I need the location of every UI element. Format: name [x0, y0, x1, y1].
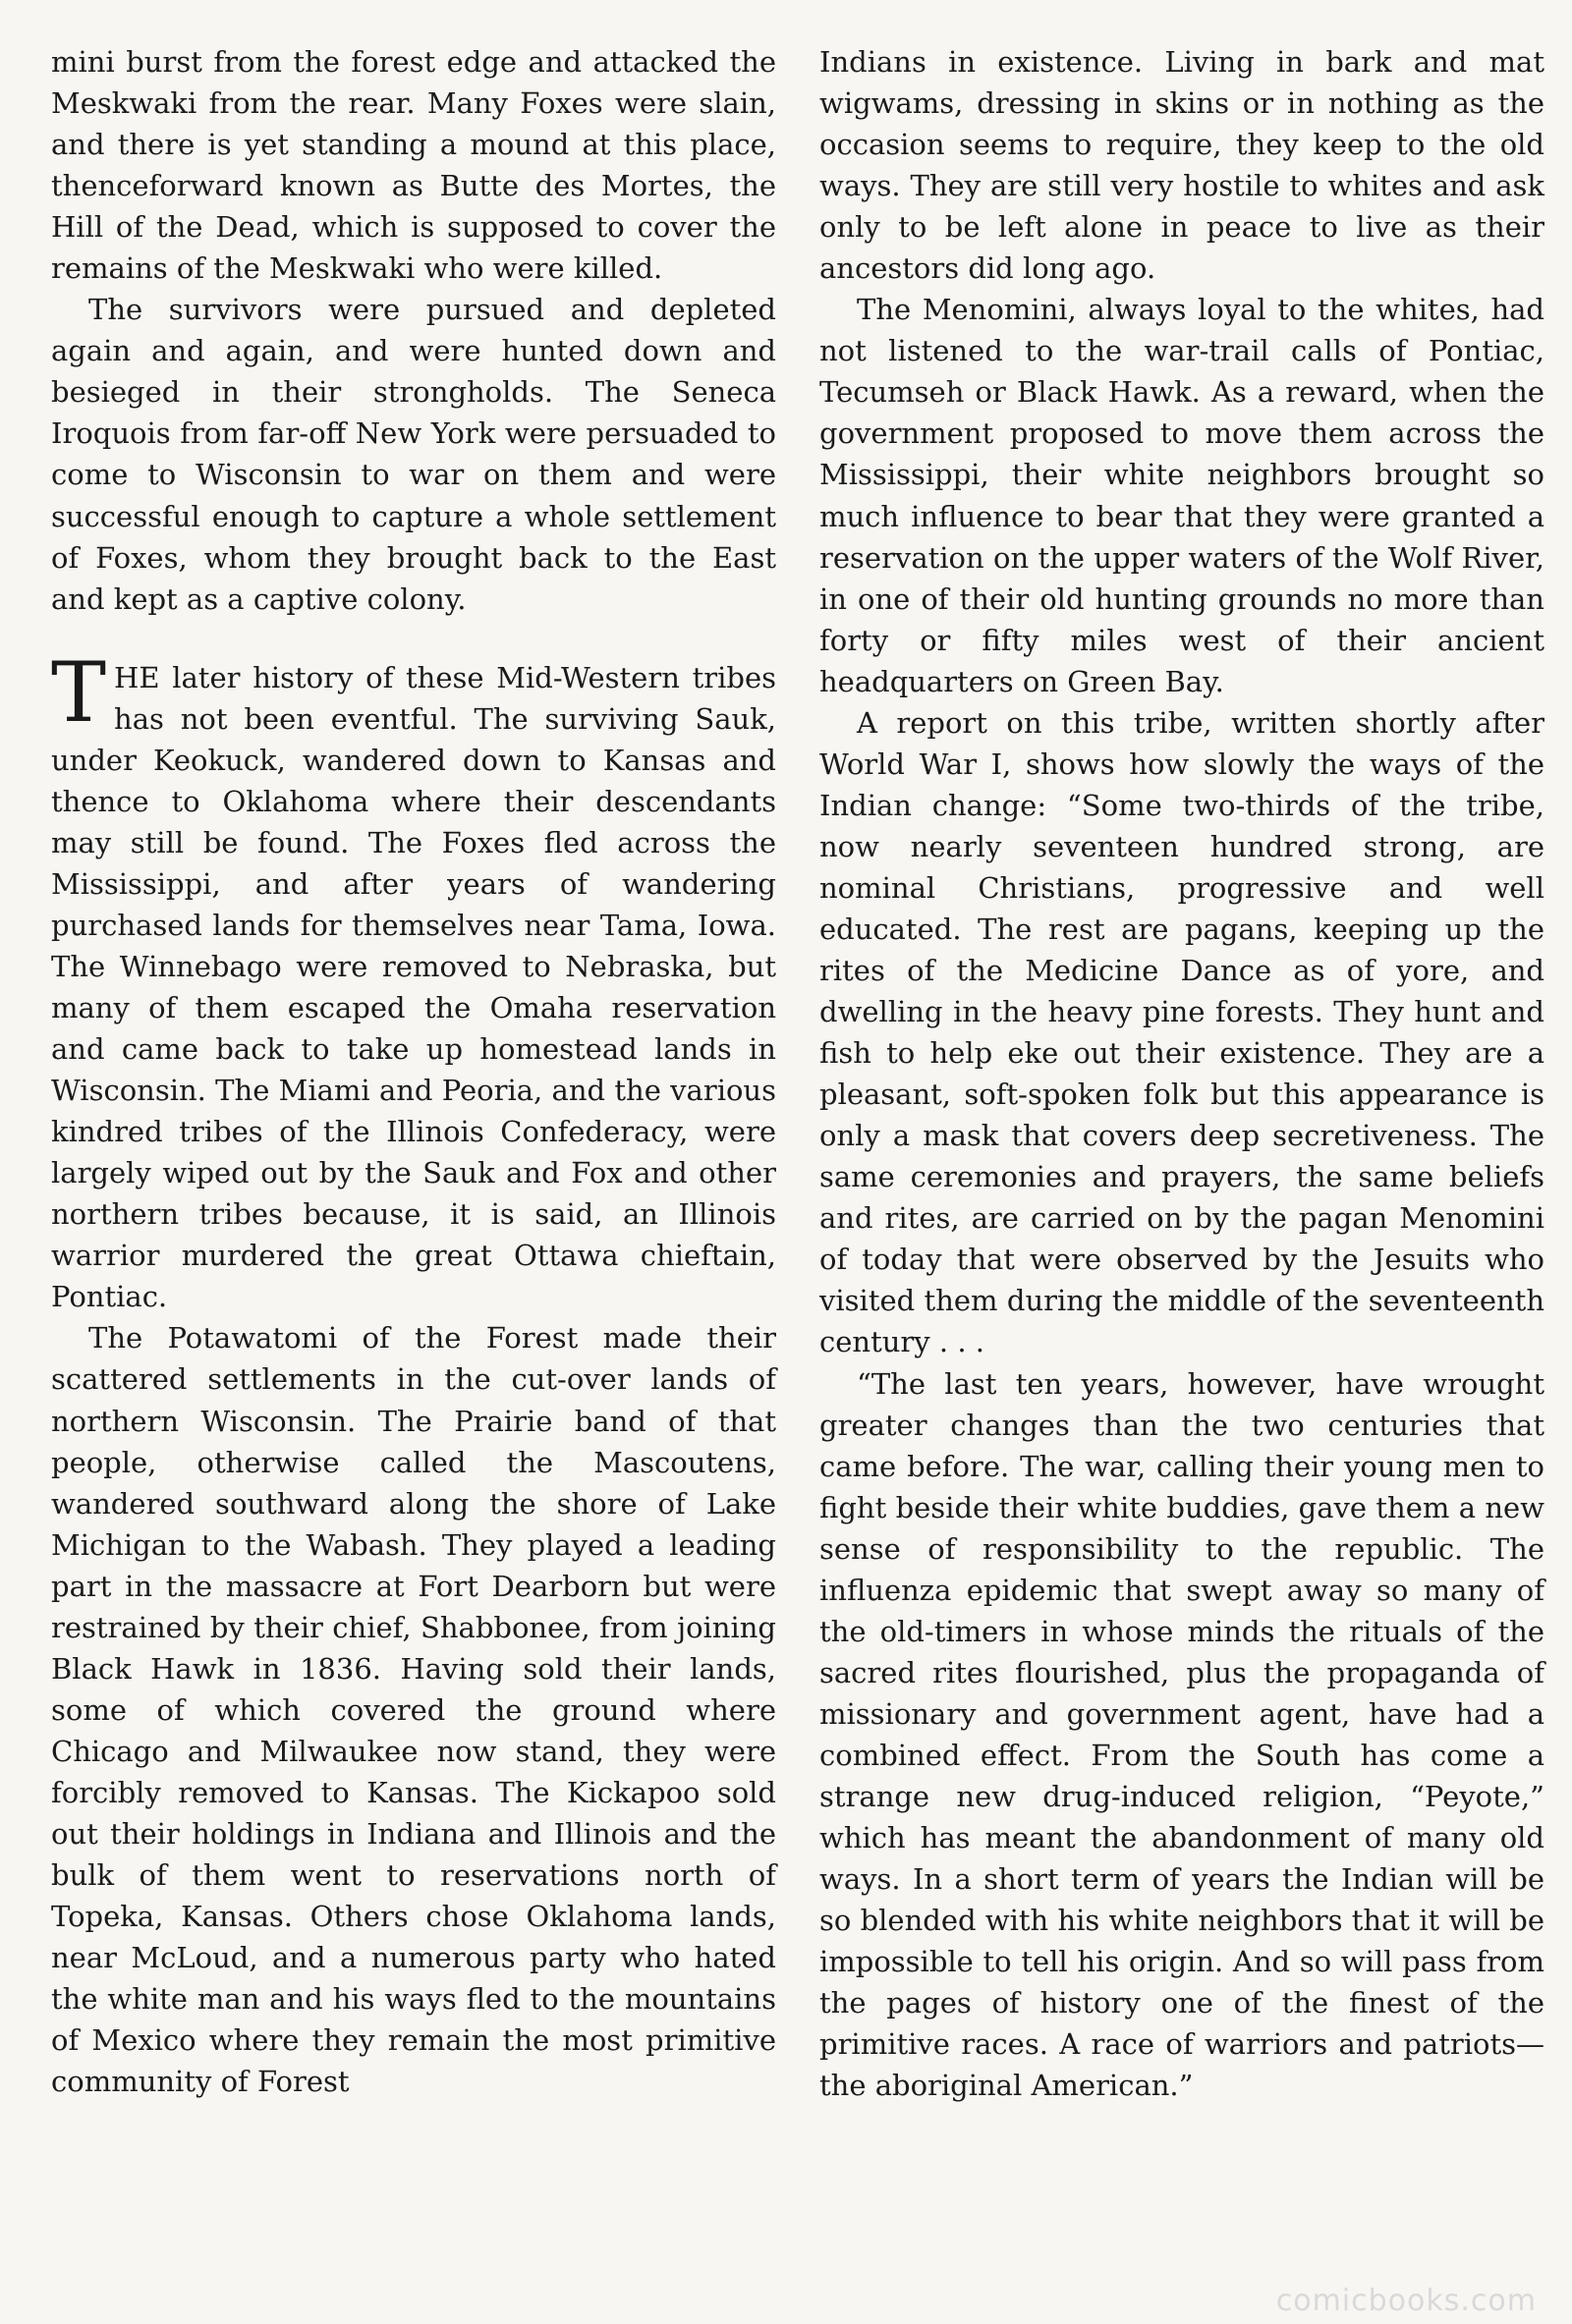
left-column: [51, 41, 776, 2324]
right-column: [819, 41, 1544, 2324]
paragraph: Indians in existence. Living in bark and mat wigwams, dressing in skins or in nothing as the occasion seems to require, they keep to the old ways. They are still very hostile to whites and ask only to be left alone in peace to live as their ancestors did long ago.: [819, 45, 1544, 286]
section-paragraph: [51, 643, 776, 1318]
drop-cap: T: [51, 643, 107, 741]
section-lead-word: HE: [114, 660, 160, 694]
section-text: later history of these Mid-Western tribes has not been eventful. The surviving Sauk, under Keokuck, wandered down to Kansas and thence to Oklahoma where their descendants may still be found. The Foxes fled across the Mississippi, and after years of wandering purchased lands for themselves near Tama, Iowa. The Winnebago were removed to Nebraska, but many of them escaped the Omaha reservation and came back to take up homestead lands in Wisconsin. The Miami and Peoria, and the various kindred tribes of the Illinois Confederacy, were largely wiped out by the Sauk and Fox and other northern tribes because, it is said, an Illinois warrior murdered the great Ottawa chieftain, Pontiac.: [51, 660, 776, 1314]
paragraph: The Potawatomi of the Forest made their scattered settlements in the cut-over lands of northern Wisconsin. The Prairie band of that people, otherwise called the Mascoutens, wandered southward along the shore of Lake Michigan to the Wabash. They played a leading part in the massacre at Fort Dearborn but were restrained by their chief, Shabbonee, from joining Black Hawk in 1836. Having sold their lands, some of which covered the ground where Chicago and Milwaukee now stand, they were forcibly removed to Kansas. The Kickapoo sold out their holdings in Indiana and Illinois and the bulk of them went to reservations north of Topeka, Kansas. Others chose Oklahoma lands, near McLoud, and a numerous party who hated the white man and his ways fled to the mountains of Mexico where they remain the most primitive community of Forest: [51, 1321, 776, 2099]
watermark: comicbooks.com: [1275, 2284, 1537, 2318]
paragraph: “The last ten years, however, have wrought greater changes than the two centuries that came before. The war, calling their young men to fight beside their white buddies, gave them a new sense of responsibility to the republic. The influenza epidemic that swept away so many of the old-timers in whose minds the rituals of the sacred rites flourished, plus the propaganda of missionary and government agent, have had a combined effect. From the South has come a strange new drug-induced religion, “Peyote,” which has meant the abandonment of many old ways. In a short term of years the Indian will be so blended with his white neighbors that it will be impossible to tell his origin. And so will pass from the pages of history one of the finest of the primitive races. A race of warriors and patriots—the aboriginal American.”: [819, 1366, 1544, 2103]
paragraph: The survivors were pursued and depleted again and again, and were hunted down and besieged in their strongholds. The Seneca Iroquois from far-off New York were persuaded to come to Wisconsin to war on them and were successful enough to capture a whole settlement of Foxes, whom they brought back to the East and kept as a captive colony.: [51, 293, 776, 616]
paragraph: mini burst from the forest edge and attacked the Meskwaki from the rear. Many Foxes were slain, and there is yet standing a mound at this place, thenceforward known as Butte des Mortes, the Hill of the Dead, which is supposed to cover the remains of the Meskwaki who were killed.: [51, 45, 776, 286]
paragraph: A report on this tribe, written shortly after World War I, shows how slowly the ways of the Indian change: “Some two-thirds of the tribe, now nearly seventeen hundred strong, are nominal Christians, progressive and well educated. The rest are pagans, keeping up the rites of the Medicine Dance as of yore, and dwelling in the heavy pine forests. They hunt and fish to help eke out their existence. They are a pleasant, soft-spoken folk but this appearance is only a mask that covers deep secretiveness. The same ceremonies and prayers, the same beliefs and rites, are carried on by the pagan Menomini of today that were observed by the Jesuits who visited them during the middle of the seventeenth century . . .: [819, 705, 1544, 1359]
paragraph: The Menomini, always loyal to the whites, had not listened to the war-trail calls of Pontiac, Tecumseh or Black Hawk. As a reward, when the government proposed to move them across the Mississippi, their white neighbors brought so much influence to bear that they were granted a reservation on the upper waters of the Wolf River, in one of their old hunting grounds no more than forty or fifty miles west of their ancient headquarters on Green Bay.: [819, 293, 1544, 698]
